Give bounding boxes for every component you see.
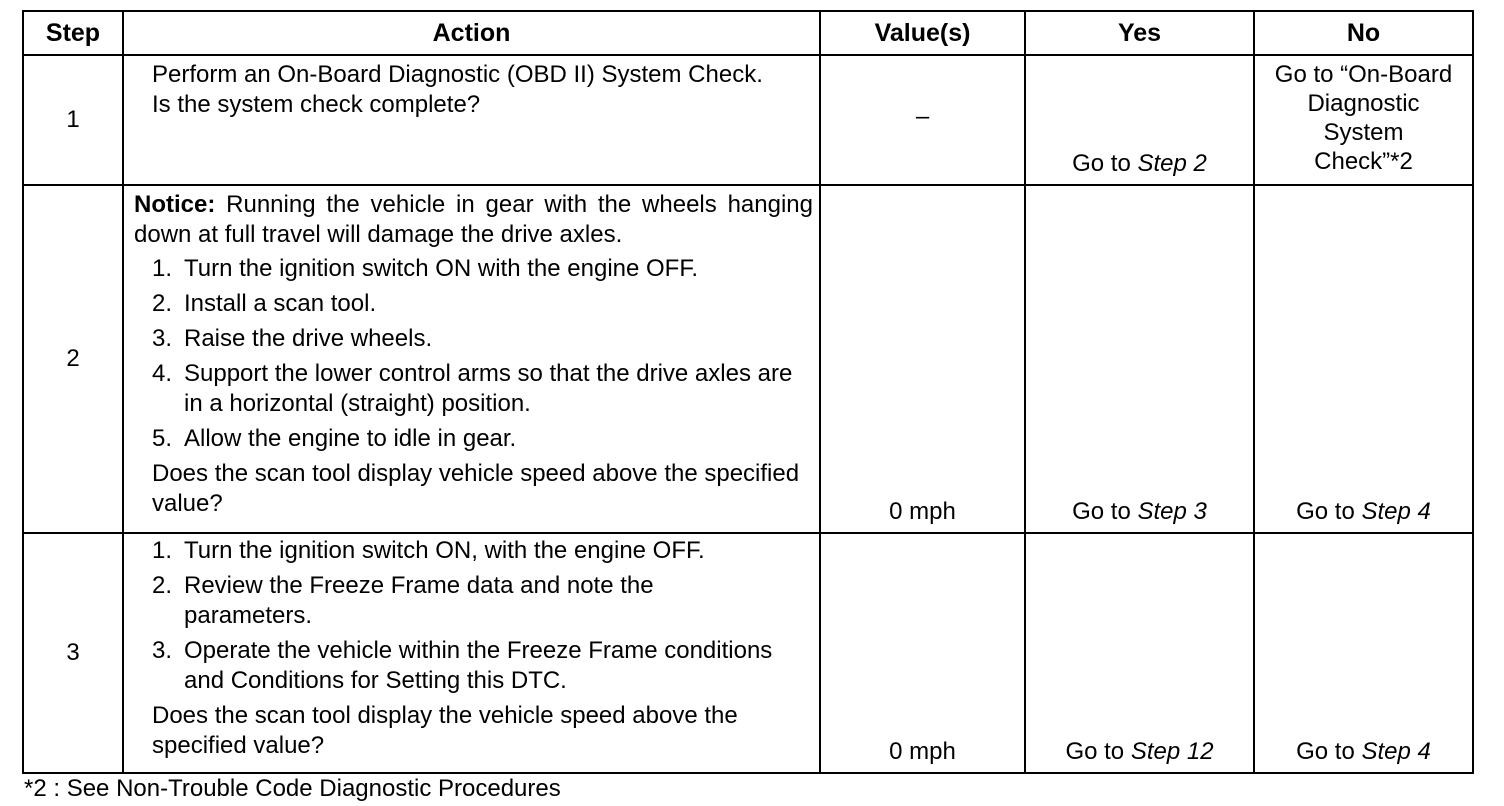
list-item bbox=[152, 424, 813, 454]
list-item bbox=[152, 636, 813, 696]
step-number: 2 bbox=[23, 185, 123, 533]
item-number: 3. bbox=[152, 325, 173, 352]
list-item bbox=[152, 536, 813, 566]
item-text: Review the Freeze Frame data and note the parameters. bbox=[184, 572, 654, 629]
item-number: 3. bbox=[152, 637, 173, 664]
no-link[interactable]: Go to “On-Board Diagnostic System Check”*2 bbox=[1274, 61, 1453, 175]
action-question: Is the system check complete? bbox=[152, 91, 481, 118]
item-number: 1. bbox=[152, 537, 173, 564]
item-text: Support the lower control arms so that the drive axles are in a horizontal (straight) position. bbox=[184, 360, 793, 417]
item-text: Raise the drive wheels. bbox=[184, 325, 433, 352]
procedure-list bbox=[134, 536, 813, 696]
value-cell: 0 mph bbox=[820, 185, 1025, 533]
step-number: 1 bbox=[23, 55, 123, 185]
yes-prefix: Go to bbox=[1072, 498, 1138, 525]
item-number: 5. bbox=[152, 425, 173, 452]
value-cell: 0 mph bbox=[820, 533, 1025, 773]
notice-body: Running the vehicle in gear with the wheels hanging down at full travel will damage the drive axles. bbox=[134, 191, 813, 248]
no-prefix: Go to bbox=[1296, 498, 1362, 525]
action-question: Does the scan tool display vehicle speed above the specified value? bbox=[152, 460, 800, 517]
action-question: Does the scan tool display the vehicle speed above the specified value? bbox=[152, 702, 738, 759]
yes-prefix: Go to bbox=[1065, 738, 1131, 765]
no-step-link[interactable]: Step 4 bbox=[1361, 738, 1431, 765]
item-text: Install a scan tool. bbox=[184, 290, 377, 317]
header-no: No bbox=[1254, 11, 1473, 55]
notice-label: Notice: bbox=[134, 191, 216, 218]
procedure-list bbox=[134, 254, 813, 454]
no-cell bbox=[1254, 55, 1473, 185]
yes-cell bbox=[1025, 55, 1254, 185]
step-number: 3 bbox=[23, 533, 123, 773]
item-text: Allow the engine to idle in gear. bbox=[184, 425, 517, 452]
yes-prefix: Go to bbox=[1072, 150, 1138, 177]
yes-step-link[interactable]: Step 3 bbox=[1137, 498, 1207, 525]
notice-text bbox=[134, 190, 813, 250]
item-text: Turn the ignition switch ON with the engine OFF. bbox=[184, 255, 699, 282]
item-number: 1. bbox=[152, 255, 173, 282]
no-cell bbox=[1254, 185, 1473, 533]
action-cell bbox=[123, 533, 820, 773]
list-item bbox=[152, 359, 813, 419]
list-item bbox=[152, 254, 813, 284]
action-cell bbox=[123, 185, 820, 533]
header-yes: Yes bbox=[1025, 11, 1254, 55]
item-text: Operate the vehicle within the Freeze Frame conditions and Conditions for Setting this DTC. bbox=[184, 637, 773, 694]
value-cell: – bbox=[820, 55, 1025, 185]
action-cell bbox=[123, 55, 820, 185]
header-row bbox=[23, 11, 1473, 55]
table-row bbox=[23, 533, 1473, 773]
footnote: *2 : See Non-Trouble Code Diagnostic Procedures bbox=[24, 775, 561, 802]
table-row bbox=[23, 55, 1473, 185]
list-item bbox=[152, 571, 813, 631]
list-item bbox=[152, 324, 813, 354]
header-step: Step bbox=[23, 11, 123, 55]
diagnostic-table bbox=[22, 10, 1474, 774]
item-number: 2. bbox=[152, 290, 173, 317]
no-prefix: Go to bbox=[1296, 738, 1362, 765]
item-number: 4. bbox=[152, 360, 173, 387]
item-text: Turn the ignition switch ON, with the engine OFF. bbox=[184, 537, 705, 564]
table-row bbox=[23, 185, 1473, 533]
yes-cell bbox=[1025, 533, 1254, 773]
action-instruction: Perform an On-Board Diagnostic (OBD II) System Check. bbox=[152, 61, 763, 88]
no-step-link[interactable]: Step 4 bbox=[1361, 498, 1431, 525]
item-number: 2. bbox=[152, 572, 173, 599]
no-cell bbox=[1254, 533, 1473, 773]
header-values: Value(s) bbox=[820, 11, 1025, 55]
header-action: Action bbox=[123, 11, 820, 55]
yes-cell bbox=[1025, 185, 1254, 533]
yes-step-link[interactable]: Step 2 bbox=[1137, 150, 1207, 177]
yes-step-link[interactable]: Step 12 bbox=[1130, 738, 1214, 765]
list-item bbox=[152, 289, 813, 319]
